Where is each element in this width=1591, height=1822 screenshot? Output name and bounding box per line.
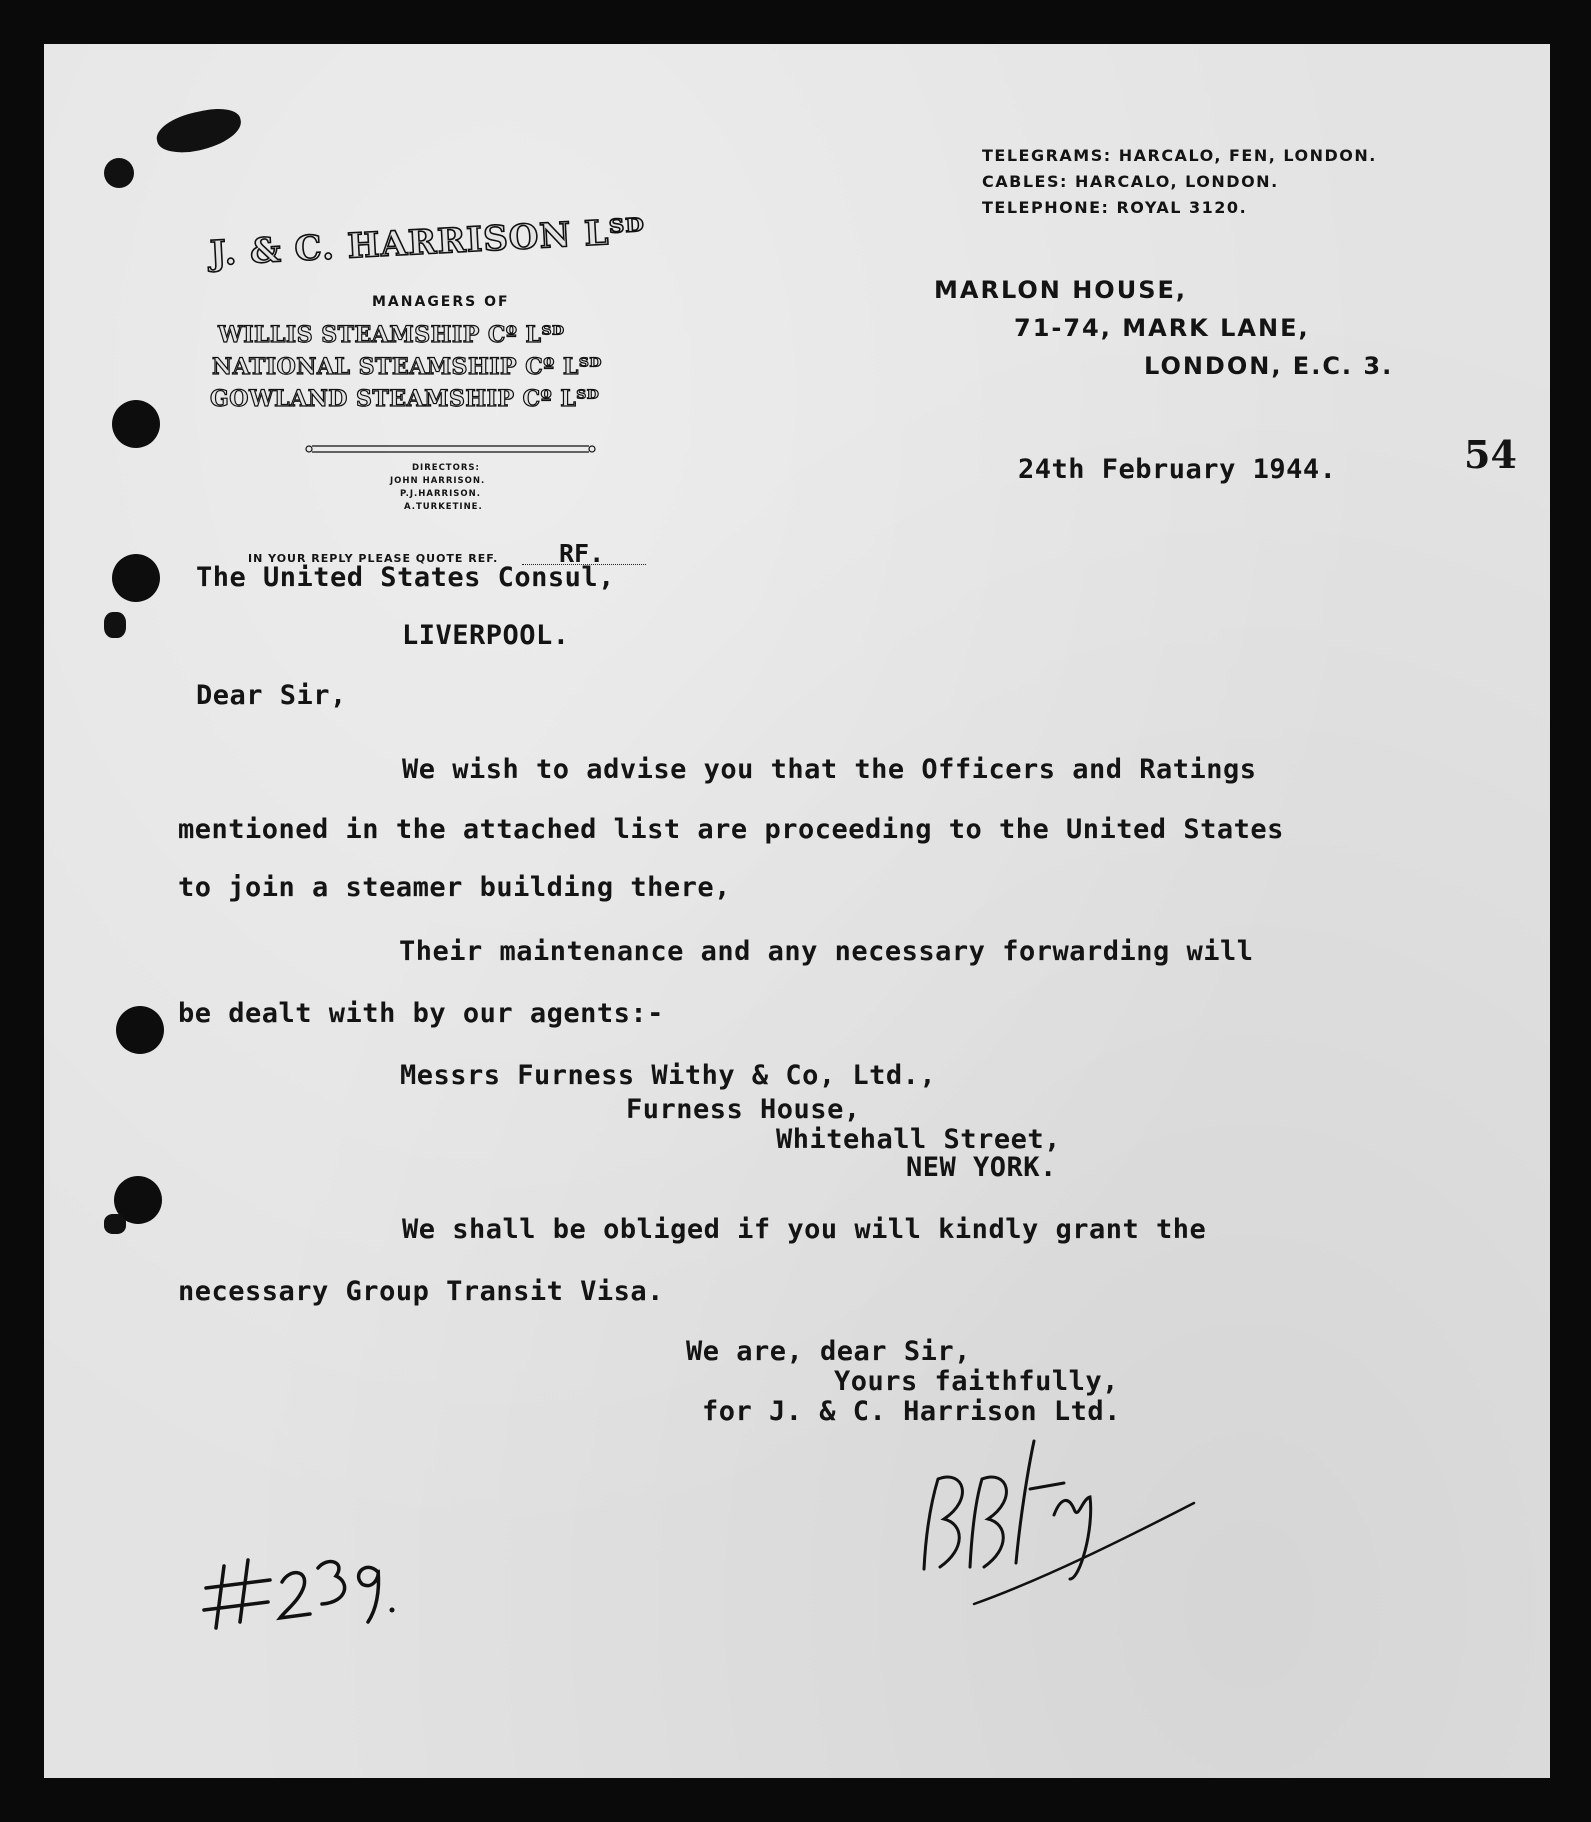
agent-address-line: Whitehall Street, [776,1124,1061,1155]
closing-line: We are, dear Sir, [686,1336,971,1367]
body-line: We wish to advise you that the Officers and Ratings [402,754,1257,785]
body-line: We shall be obliged if you will kindly grant the [402,1214,1207,1245]
director-name: P.J.HARRISON. [400,489,481,499]
salutation: Dear Sir, [196,680,347,711]
punch-hole [112,554,160,602]
body-line: mentioned in the attached list are proceeding to the United States [178,814,1284,845]
directors-label: DIRECTORS: [412,463,480,473]
body-line: necessary Group Transit Visa. [178,1276,664,1307]
letter-date: 24th February 1944. [1018,454,1337,485]
director-name: JOHN HARRISON. [390,476,486,486]
director-name: A.TURKETINE. [404,502,483,512]
address-line: 71-74, MARK LANE, [1014,314,1310,342]
subsidiary-company: WILLIS STEAMSHIP Cº Lᵀᴰ [218,322,565,348]
reference-label: IN YOUR REPLY PLEASE QUOTE REF. [248,552,499,565]
agent-address-line: NEW YORK. [906,1152,1057,1183]
company-name: J. & C. HARRISON Lᵀᴰ [208,211,647,274]
handwritten-signature [904,1429,1204,1609]
ink-spot [104,612,126,638]
ink-blot [153,103,245,158]
cables-line: CABLES: HARCALO, LONDON. [982,172,1279,191]
telegrams-line: TELEGRAMS: HARCALO, FEN, LONDON. [982,146,1377,165]
address-line: MARLON HOUSE, [934,276,1187,304]
closing-line: for J. & C. Harrison Ltd. [702,1396,1121,1427]
address-line: LONDON, E.C. 3. [1144,352,1394,380]
ornamental-rule [304,442,597,456]
subsidiary-company: GOWLAND STEAMSHIP Cº Lᵀᴰ [210,386,600,412]
subsidiary-company: NATIONAL STEAMSHIP Cº Lᵀᴰ [212,354,602,380]
recipient-line: LIVERPOOL. [402,620,570,651]
managers-of-label: MANAGERS OF [372,294,510,310]
agent-address-line: Furness House, [626,1094,861,1125]
reference-value: RF. [559,539,605,568]
body-line: be dealt with by our agents:- [178,998,664,1029]
recipient-line: The United States Consul, [196,562,615,593]
page-number: 54 [1464,432,1517,477]
letter-page [44,44,1550,1778]
ink-spot [104,158,134,188]
body-line: Their maintenance and any necessary forwarding will [399,936,1254,967]
agent-address-line: Messrs Furness Withy & Co, Ltd., [400,1060,937,1091]
handwritten-file-number [200,1548,400,1638]
body-line: to join a steamer building there, [178,872,731,903]
closing-line: Yours faithfully, [834,1366,1119,1397]
punch-hole [112,400,160,448]
telephone-line: TELEPHONE: ROYAL 3120. [982,198,1248,217]
punch-hole [116,1006,164,1054]
ink-spot [104,1214,126,1234]
